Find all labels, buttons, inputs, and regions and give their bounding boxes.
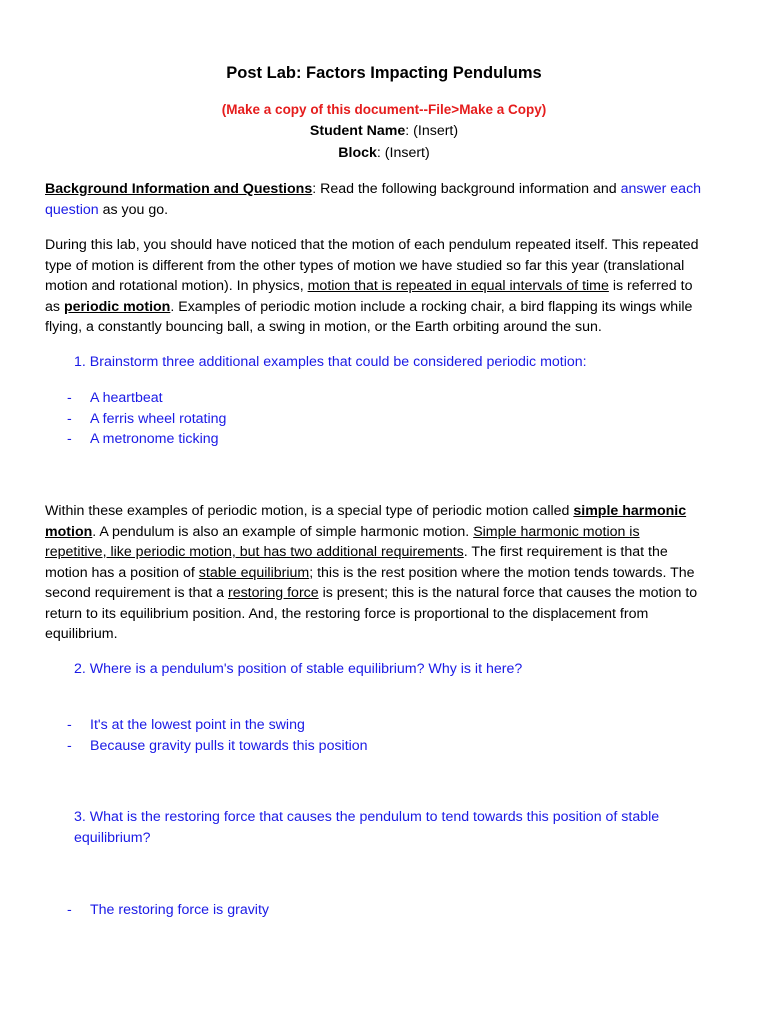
para1-line: flying, a constantly bouncing ball, a swing in motion, or the Earth orbiting around the sun. [45, 319, 602, 335]
dash-bullet: - [67, 431, 72, 447]
para1-text: . Examples of periodic motion include a rocking chair, a bird flapping its wings while [170, 298, 693, 315]
question-3-line: equilibrium? [74, 829, 151, 846]
q1-answer-item[interactable] [67, 388, 163, 409]
periodic-motion-paragraph [45, 235, 723, 338]
para2-line [45, 501, 723, 522]
background-highlight: answer each [620, 181, 702, 197]
background-intro [45, 179, 723, 220]
dash-bullet: - [67, 738, 72, 754]
para1-text: is referred to [608, 278, 693, 294]
question-3 [74, 807, 724, 848]
background-line-1 [45, 179, 723, 200]
para2-text: motion has a position of [45, 564, 199, 581]
para2-line [45, 522, 723, 543]
block-value[interactable]: : (Insert) [376, 145, 430, 161]
dash-bullet: - [67, 902, 72, 918]
block-line [0, 143, 768, 164]
q3-answer-item[interactable] [67, 900, 269, 921]
para2-text: . A pendulum is also an example of simple harmonic motion. [92, 523, 474, 540]
background-text: : Read the following background information and [312, 181, 621, 197]
q2-answer-text[interactable]: Because gravity pulls it towards this position [90, 738, 368, 754]
student-name-line [0, 121, 768, 142]
para2-text: second requirement is that a [45, 585, 228, 601]
q2-answer-item[interactable] [67, 736, 368, 757]
student-name-value[interactable]: : (Insert) [405, 123, 459, 139]
q1-answer-text[interactable]: A metronome ticking [90, 431, 219, 447]
dash-bullet: - [67, 717, 72, 733]
para2-line: return to its equilibrium position. And, the restoring force is proportional to the displacement from [45, 605, 649, 622]
restoring-force-term: restoring force [227, 585, 319, 601]
dash-bullet: - [67, 411, 72, 427]
para2-text: ; this is the rest position where the motion tends towards. The [309, 564, 695, 581]
para2-definition: Simple harmonic motion is [473, 523, 640, 540]
q1-answer-item[interactable] [67, 409, 226, 430]
para1-line: During this lab, you should have noticed that the motion of each pendulum repeated itself. This repeated [45, 237, 699, 253]
question-3-line: 3. What is the restoring force that causes the pendulum to tend towards this position of stable [74, 809, 660, 825]
para2-text: is present; this is the natural force that causes the motion to [318, 585, 698, 601]
background-line-2 [45, 200, 723, 221]
question-2: 2. Where is a pendulum's position of stable equilibrium? Why is it here? [74, 661, 523, 677]
block-label: Block [338, 145, 377, 161]
para1-text: as [45, 298, 64, 315]
periodic-motion-term: periodic motion [63, 298, 171, 315]
document-title: Post Lab: Factors Impacting Pendulums [226, 64, 542, 82]
para2-line: equilibrium. [45, 626, 118, 642]
para2-text: . The first requirement is that the [463, 544, 668, 560]
question-1: 1. Brainstorm three additional examples that could be considered periodic motion: [74, 354, 587, 370]
background-heading: Background Information and Questions [45, 181, 313, 197]
para2-definition: repetitive, like periodic motion, but has two additional requirements [45, 544, 464, 560]
dash-bullet: - [67, 390, 72, 406]
q2-answer-item[interactable] [67, 715, 305, 736]
simple-harmonic-term: simple harmonic [573, 503, 687, 519]
student-name-label: Student Name [309, 123, 406, 139]
q1-answer-text[interactable]: A ferris wheel rotating [90, 411, 227, 427]
simple-harmonic-paragraph [45, 501, 723, 645]
para2-line [45, 583, 723, 604]
para1-line: type of motion is different from the other types of motion we have studied so far this year (translational [45, 257, 685, 274]
simple-harmonic-term: motion [45, 523, 93, 540]
copy-notice: (Make a copy of this document--File>Make a Copy) [221, 102, 547, 117]
q1-answer-item[interactable] [67, 429, 219, 450]
para2-line [45, 542, 723, 563]
para1-text: motion and rotational motion). In physics, [45, 278, 308, 294]
para1-line [45, 276, 723, 297]
para1-definition: motion that is repeated in equal intervals of time [307, 278, 609, 294]
para2-text: Within these examples of periodic motion, is a special type of periodic motion called [45, 503, 574, 519]
q1-answer-text[interactable]: A heartbeat [90, 390, 163, 406]
para1-line [45, 297, 723, 318]
background-text-end: as you go. [98, 201, 169, 218]
para2-line [45, 563, 723, 584]
background-highlight-cont: question [45, 201, 99, 218]
q2-answer-text[interactable]: It's at the lowest point in the swing [90, 717, 305, 733]
q3-answer-text[interactable]: The restoring force is gravity [90, 902, 269, 918]
stable-equilibrium-term: stable equilibrium [198, 564, 310, 581]
